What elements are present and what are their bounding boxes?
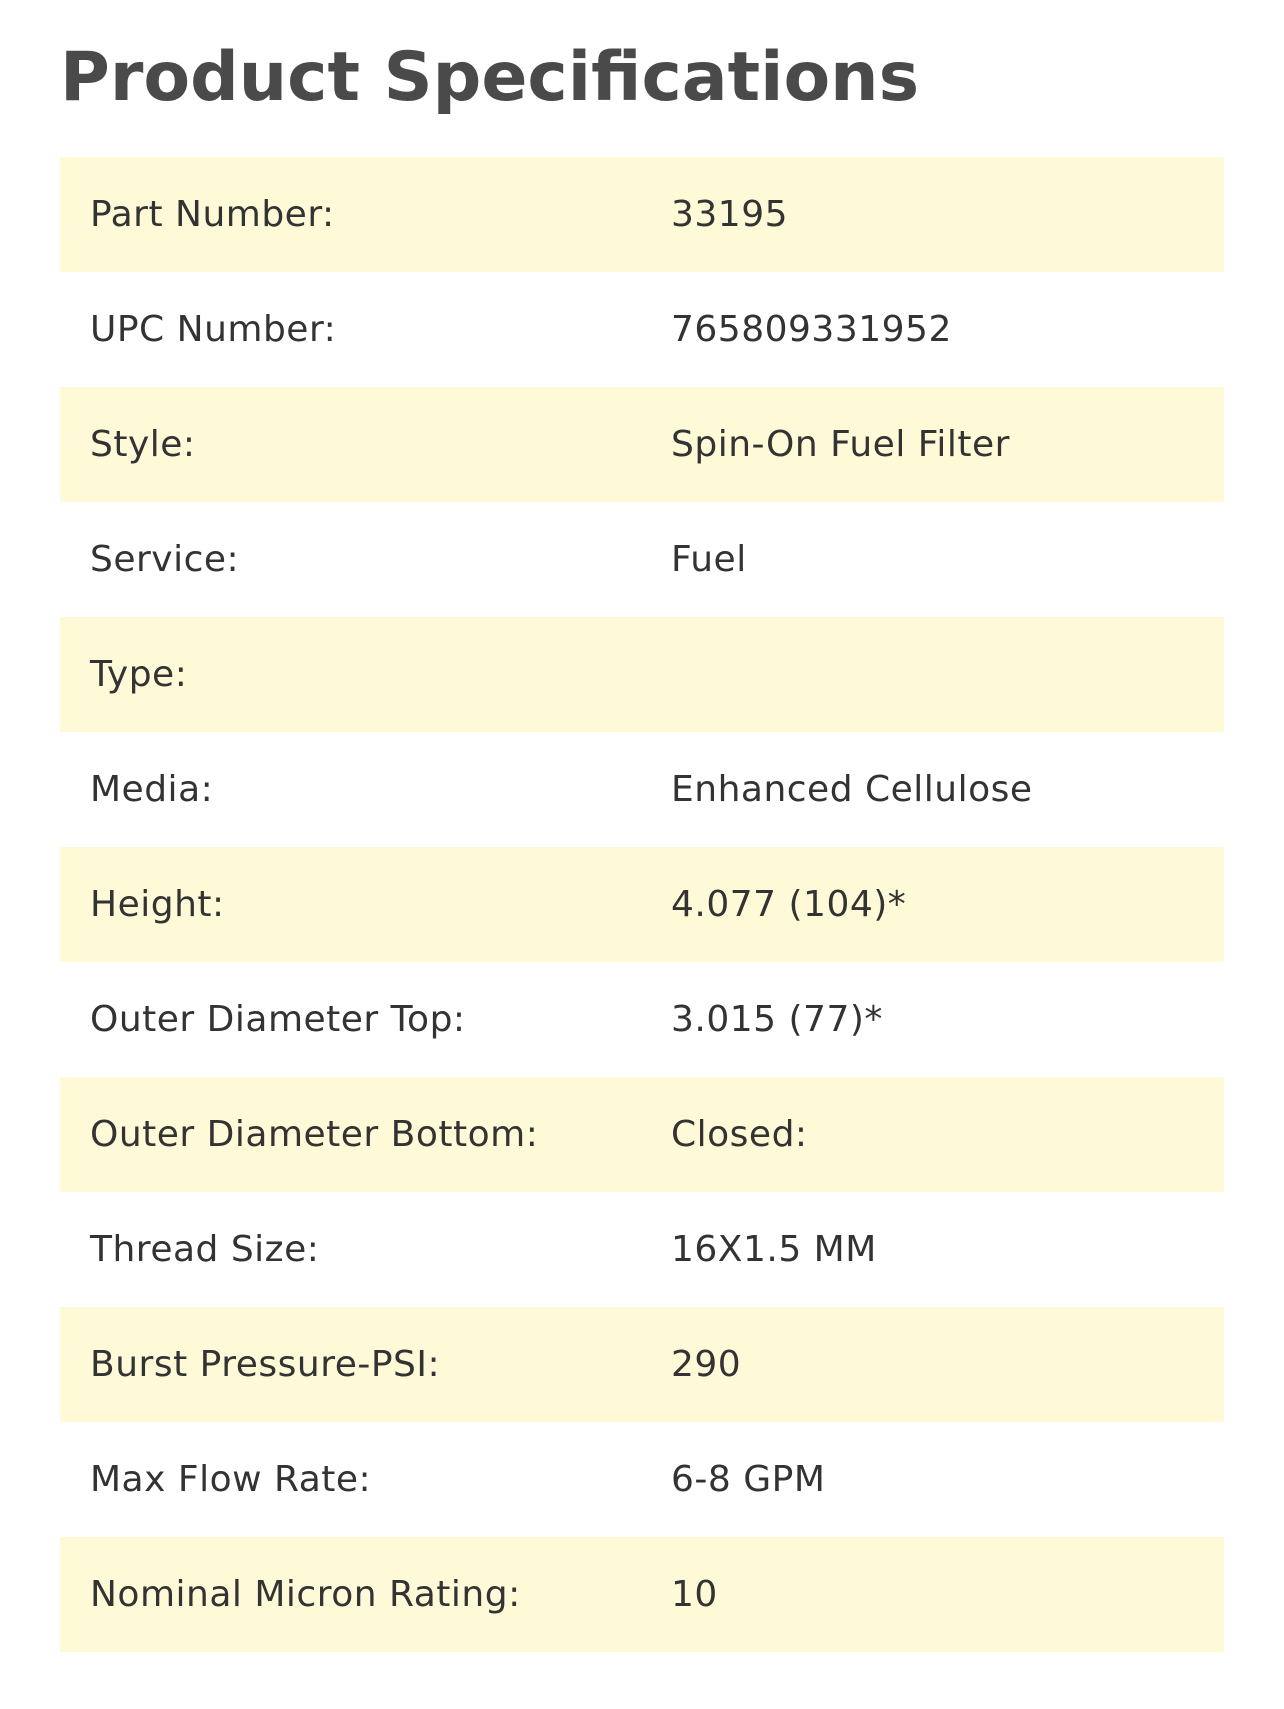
spec-row-thread-size	[60, 1192, 1224, 1307]
spec-value: 4.077 (104)*	[671, 883, 907, 925]
spec-label: Thread Size:	[90, 1228, 320, 1270]
spec-label: Type:	[90, 653, 188, 695]
spec-label: Media:	[90, 768, 214, 810]
spec-row-type	[60, 617, 1224, 732]
spec-row-part-number	[60, 157, 1224, 272]
spec-value: 290	[671, 1343, 742, 1385]
spec-label: Max Flow Rate:	[90, 1458, 372, 1500]
spec-value: Enhanced Cellulose	[671, 768, 1033, 810]
spec-label: Outer Diameter Bottom:	[90, 1113, 539, 1155]
spec-label: Part Number:	[90, 193, 335, 235]
spec-row-outer-diameter-bottom	[60, 1077, 1224, 1192]
spec-label: Height:	[90, 883, 225, 925]
spec-label: UPC Number:	[90, 308, 337, 350]
spec-value: Closed:	[671, 1113, 808, 1155]
spec-value: Spin-On Fuel Filter	[671, 423, 1010, 465]
spec-row-upc-number	[60, 272, 1224, 387]
spec-value: 6-8 GPM	[671, 1458, 826, 1500]
spec-row-burst-pressure	[60, 1307, 1224, 1422]
spec-value	[671, 617, 1224, 732]
spec-label: Outer Diameter Top:	[90, 998, 466, 1040]
spec-value: 16X1.5 MM	[671, 1228, 877, 1270]
page-title: Product Specifications	[60, 38, 920, 117]
spec-label: Nominal Micron Rating:	[90, 1573, 521, 1615]
spec-row-outer-diameter-top	[60, 962, 1224, 1077]
spec-value: 3.015 (77)*	[671, 998, 883, 1040]
spec-row-nominal-micron-rating	[60, 1537, 1224, 1652]
spec-row-media	[60, 732, 1224, 847]
spec-value: 765809331952	[671, 308, 952, 350]
spec-row-max-flow-rate	[60, 1422, 1224, 1537]
spec-value: Fuel	[671, 538, 747, 580]
spec-table	[60, 157, 1224, 1652]
spec-row-service	[60, 502, 1224, 617]
spec-label: Service:	[90, 538, 240, 580]
spec-label: Style:	[90, 423, 196, 465]
spec-row-height	[60, 847, 1224, 962]
spec-value: 33195	[671, 193, 789, 235]
spec-label: Burst Pressure-PSI:	[90, 1343, 441, 1385]
spec-value: 10	[671, 1573, 718, 1615]
spec-row-style	[60, 387, 1224, 502]
